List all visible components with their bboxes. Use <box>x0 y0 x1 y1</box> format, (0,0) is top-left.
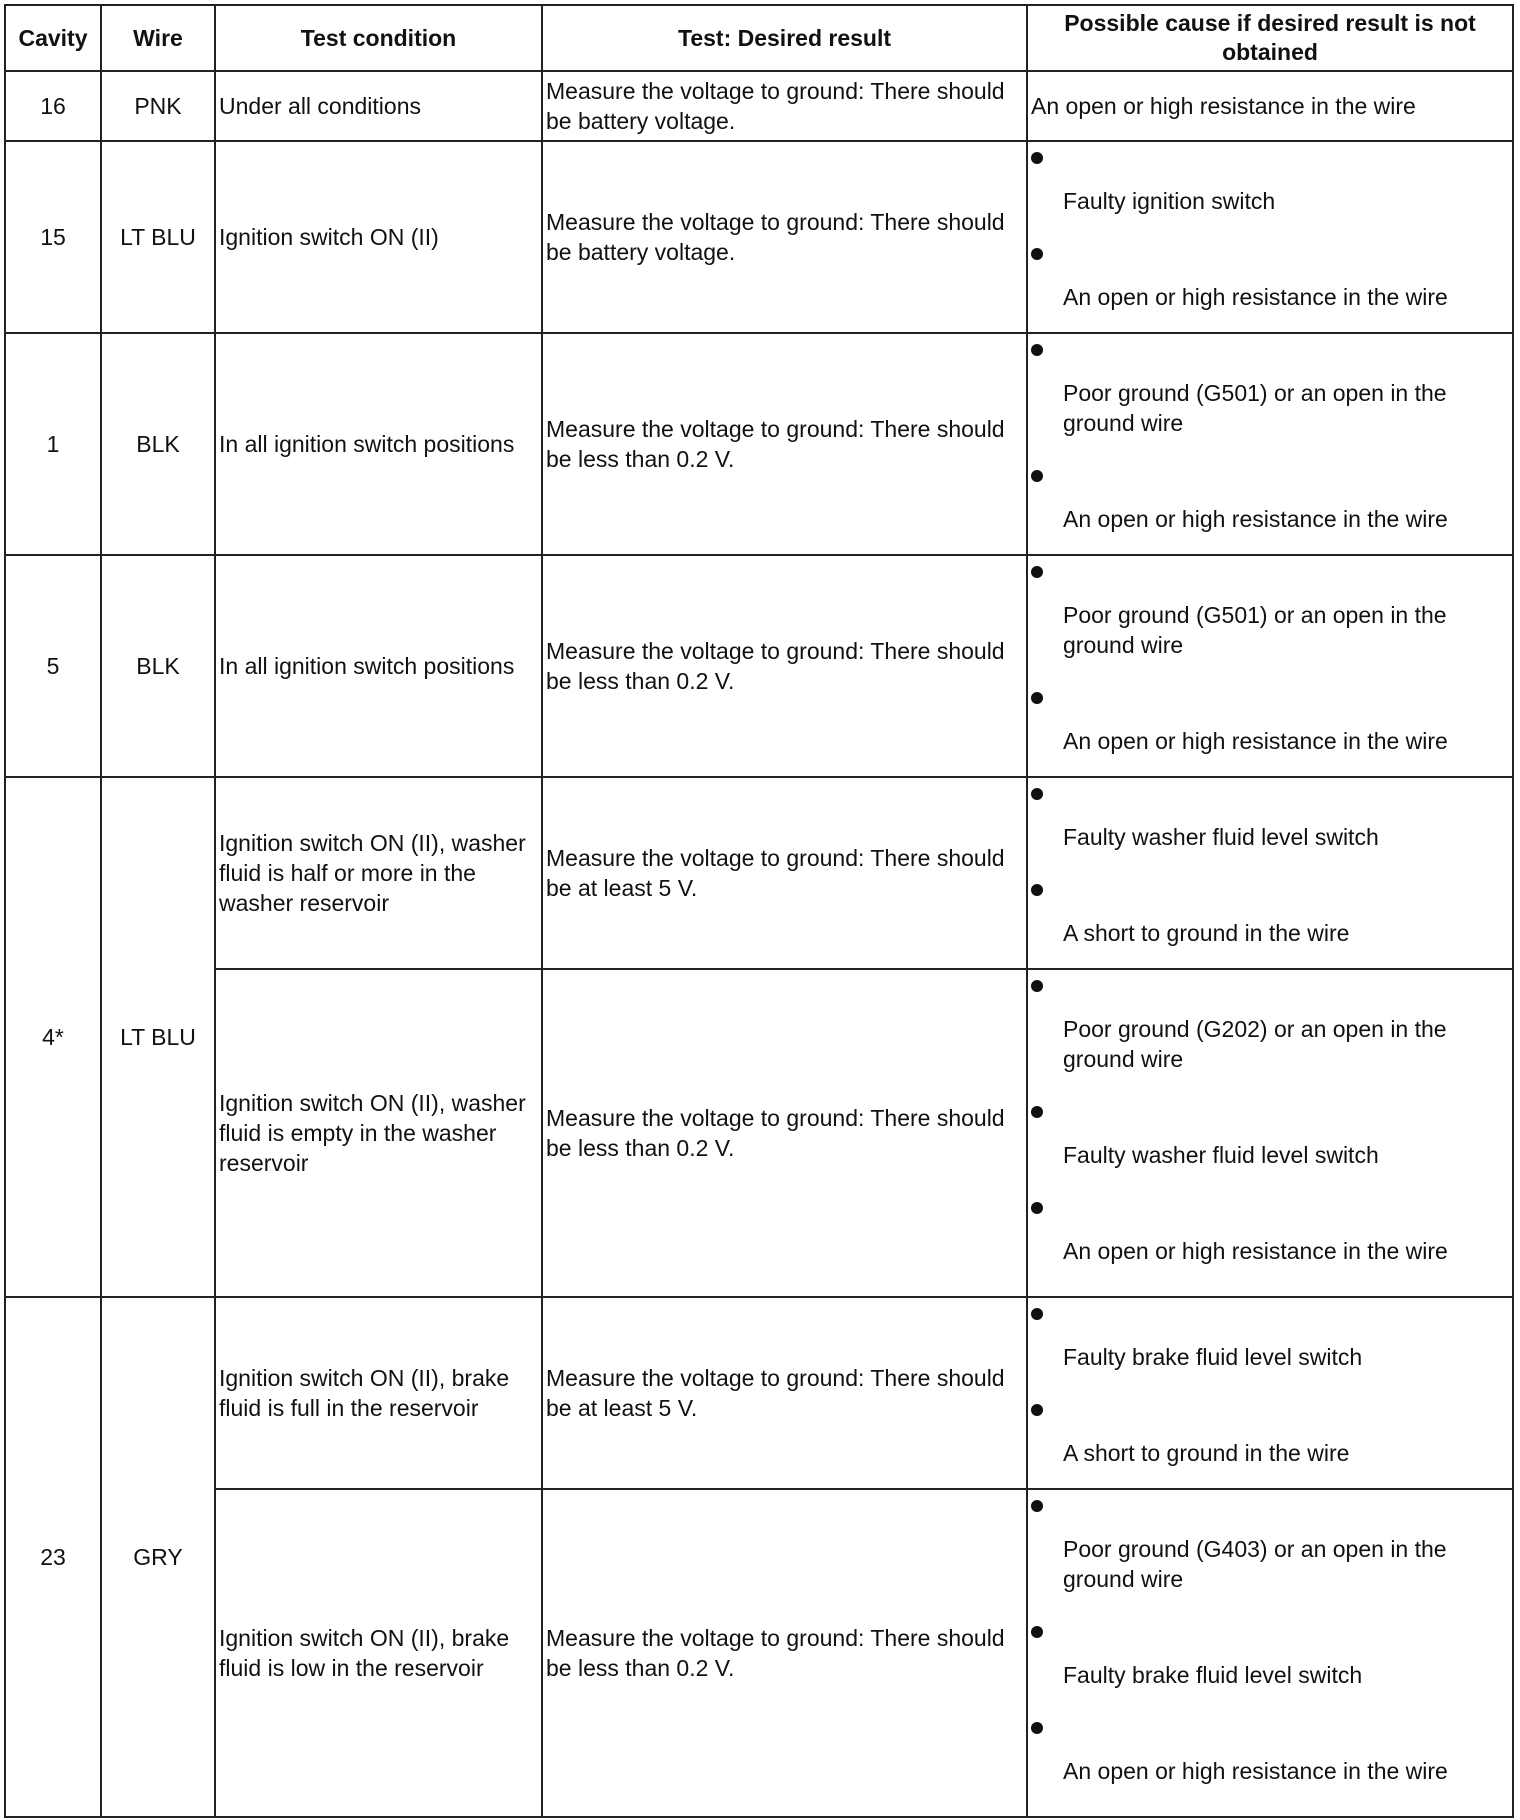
cause-text: Faulty washer fluid level switch <box>1063 1142 1379 1168</box>
table-row <box>5 555 1513 777</box>
result-cell: Measure the voltage to ground: There should be at least 5 V. <box>542 1297 1027 1489</box>
table-row <box>5 71 1513 141</box>
table-row <box>5 1489 1513 1817</box>
condition-cell: In all ignition switch positions <box>215 555 542 777</box>
cause-text: Faulty brake fluid level switch <box>1063 1662 1363 1688</box>
bullet-icon <box>1031 1308 1043 1320</box>
cause-text: A short to ground in the wire <box>1063 920 1350 946</box>
cause-text: An open or high resistance in the wire <box>1063 728 1448 754</box>
wire-cell: PNK <box>101 71 215 141</box>
bullet-icon <box>1031 566 1043 578</box>
cause-cell <box>1027 777 1513 969</box>
cause-item <box>1031 1712 1509 1790</box>
cause-item <box>1031 1394 1509 1472</box>
header-test-condition: Test condition <box>215 5 542 71</box>
cause-text: An open or high resistance in the wire <box>1063 1238 1448 1264</box>
condition-cell: Ignition switch ON (II), washer fluid is empty in the washer reservoir <box>215 969 542 1297</box>
bullet-icon <box>1031 470 1043 482</box>
header-possible-cause: Possible cause if desired result is not obtained <box>1027 5 1513 71</box>
bullet-icon <box>1031 1626 1043 1638</box>
cause-item <box>1031 1298 1509 1394</box>
cavity-cell: 15 <box>5 141 101 333</box>
wire-cell: GRY <box>101 1297 215 1817</box>
cavity-cell: 1 <box>5 333 101 555</box>
cause-item <box>1031 970 1509 1096</box>
condition-cell: Ignition switch ON (II), brake fluid is full in the reservoir <box>215 1297 542 1489</box>
header-wire: Wire <box>101 5 215 71</box>
cause-item <box>1031 142 1509 238</box>
cause-cell <box>1027 969 1513 1297</box>
table-row <box>5 1297 1513 1489</box>
diagnostic-table-container <box>4 4 1512 1818</box>
bullet-icon <box>1031 1202 1043 1214</box>
cause-text: Faulty brake fluid level switch <box>1063 1344 1363 1370</box>
result-cell: Measure the voltage to ground: There should be less than 0.2 V. <box>542 1489 1027 1817</box>
condition-cell: Ignition switch ON (II), brake fluid is low in the reservoir <box>215 1489 542 1817</box>
cause-item <box>1031 238 1509 316</box>
cause-text: Poor ground (G501) or an open in the ground wire <box>1063 380 1447 436</box>
cause-item <box>1031 1192 1509 1270</box>
bullet-icon <box>1031 1106 1043 1118</box>
result-cell: Measure the voltage to ground: There should be battery voltage. <box>542 71 1027 141</box>
cause-item <box>1031 556 1509 682</box>
cause-cell <box>1027 1297 1513 1489</box>
bullet-icon <box>1031 884 1043 896</box>
cause-item <box>1031 334 1509 460</box>
cause-text: An open or high resistance in the wire <box>1063 506 1448 532</box>
cause-text: Faulty washer fluid level switch <box>1063 824 1379 850</box>
cavity-cell: 4* <box>5 777 101 1297</box>
bullet-icon <box>1031 248 1043 260</box>
cause-text: An open or high resistance in the wire <box>1063 1758 1448 1784</box>
diagnostic-table <box>4 4 1514 1818</box>
table-row <box>5 141 1513 333</box>
table-row <box>5 777 1513 969</box>
table-row <box>5 969 1513 1297</box>
cause-text: Poor ground (G501) or an open in the ground wire <box>1063 602 1447 658</box>
cause-text: A short to ground in the wire <box>1063 1440 1350 1466</box>
cause-text: An open or high resistance in the wire <box>1063 284 1448 310</box>
cause-text: Poor ground (G202) or an open in the ground wire <box>1063 1016 1447 1072</box>
result-cell: Measure the voltage to ground: There should be less than 0.2 V. <box>542 333 1027 555</box>
header-cavity: Cavity <box>5 5 101 71</box>
cause-cell <box>1027 555 1513 777</box>
header-row <box>5 5 1513 71</box>
condition-cell: Under all conditions <box>215 71 542 141</box>
cause-text: Poor ground (G403) or an open in the ground wire <box>1063 1536 1447 1592</box>
wire-cell: LT BLU <box>101 141 215 333</box>
result-cell: Measure the voltage to ground: There should be at least 5 V. <box>542 777 1027 969</box>
condition-cell: Ignition switch ON (II) <box>215 141 542 333</box>
cause-cell <box>1027 333 1513 555</box>
cause-cell <box>1027 141 1513 333</box>
condition-cell: In all ignition switch positions <box>215 333 542 555</box>
header-desired-result: Test: Desired result <box>542 5 1027 71</box>
bullet-icon <box>1031 788 1043 800</box>
bullet-icon <box>1031 980 1043 992</box>
cause-cell <box>1027 1489 1513 1817</box>
bullet-icon <box>1031 692 1043 704</box>
wire-cell: BLK <box>101 333 215 555</box>
bullet-icon <box>1031 1500 1043 1512</box>
result-cell: Measure the voltage to ground: There should be less than 0.2 V. <box>542 969 1027 1297</box>
cause-item <box>1031 1096 1509 1192</box>
cause-text: Faulty ignition switch <box>1063 188 1276 214</box>
result-cell: Measure the voltage to ground: There should be less than 0.2 V. <box>542 555 1027 777</box>
wire-cell: LT BLU <box>101 777 215 1297</box>
cause-item <box>1031 778 1509 874</box>
wire-cell: BLK <box>101 555 215 777</box>
cause-cell: An open or high resistance in the wire <box>1027 71 1513 141</box>
condition-cell: Ignition switch ON (II), washer fluid is half or more in the washer reservoir <box>215 777 542 969</box>
cause-item <box>1031 874 1509 952</box>
bullet-icon <box>1031 152 1043 164</box>
cavity-cell: 23 <box>5 1297 101 1817</box>
bullet-icon <box>1031 344 1043 356</box>
result-cell: Measure the voltage to ground: There should be battery voltage. <box>542 141 1027 333</box>
cavity-cell: 16 <box>5 71 101 141</box>
cause-item <box>1031 1490 1509 1616</box>
cause-item <box>1031 682 1509 760</box>
cause-item <box>1031 460 1509 538</box>
cavity-cell: 5 <box>5 555 101 777</box>
table-row <box>5 333 1513 555</box>
cause-item <box>1031 1616 1509 1712</box>
bullet-icon <box>1031 1722 1043 1734</box>
bullet-icon <box>1031 1404 1043 1416</box>
